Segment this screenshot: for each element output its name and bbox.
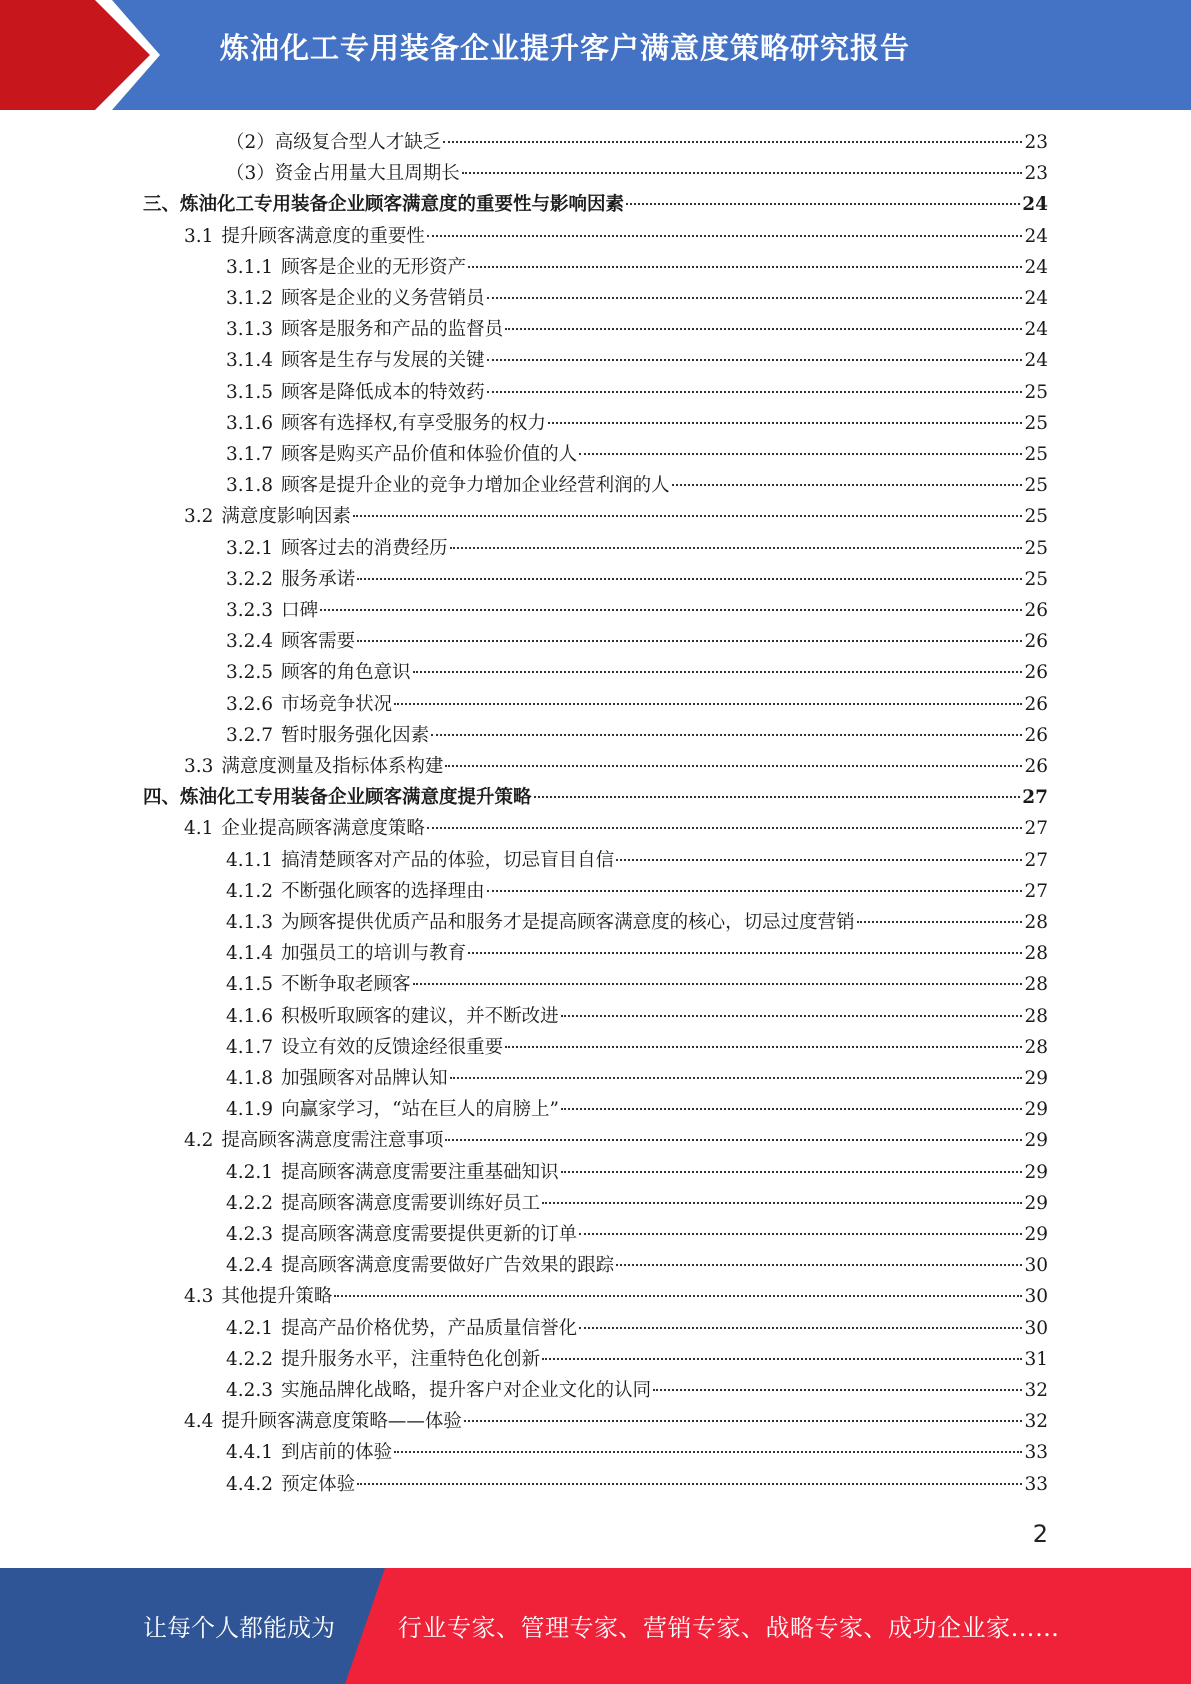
toc-entry-page: 24 xyxy=(1024,225,1048,247)
toc-entry-page: 25 xyxy=(1024,444,1048,465)
toc-entry[interactable] xyxy=(226,969,1048,1000)
toc-dot-leader xyxy=(445,764,1022,767)
toc-entry-title: 为顾客提供优质产品和服务才是提高顾客满意度的核心，切忌过度营销 xyxy=(281,912,855,933)
toc-dot-leader xyxy=(394,1450,1022,1453)
toc-dot-leader xyxy=(450,546,1023,549)
toc-entry-number: 3.1.4 xyxy=(226,350,274,372)
toc-entry-page: 24 xyxy=(1024,288,1048,309)
toc-entry[interactable] xyxy=(226,876,1048,907)
toc-entry-page: 30 xyxy=(1024,1317,1048,1339)
toc-entry-number: 3.2.7 xyxy=(226,724,274,746)
toc-entry-title: 提高产品价格优势，产品质量信誉化 xyxy=(281,1317,578,1339)
toc-entry-number: 3.1.7 xyxy=(226,444,274,465)
toc-entry-title: 提升顾客满意度策略——体验 xyxy=(221,1411,462,1433)
toc-dot-leader xyxy=(394,702,1022,705)
toc-dot-leader xyxy=(413,670,1023,673)
toc-entry[interactable] xyxy=(226,938,1048,969)
toc-entry[interactable] xyxy=(226,1063,1048,1094)
toc-dot-leader xyxy=(468,265,1022,268)
toc-entry-title: 市场竞争状况 xyxy=(281,693,393,715)
toc-entry-title: 不断强化顾客的选择理由 xyxy=(281,880,485,902)
toc-entry[interactable] xyxy=(143,189,1048,220)
toc-dot-leader xyxy=(445,1138,1022,1141)
toc-dot-leader xyxy=(413,982,1023,985)
toc-entry-page: 33 xyxy=(1024,1442,1048,1464)
toc-entry[interactable] xyxy=(226,1157,1048,1188)
toc-entry[interactable] xyxy=(184,501,1048,532)
toc-entry-number: 3.1.3 xyxy=(226,319,274,341)
toc-entry[interactable] xyxy=(184,1125,1048,1156)
toc-entry-number: 4.1.4 xyxy=(226,943,274,965)
toc-entry-number: 3.3 xyxy=(184,756,214,777)
document-title: 炼油化工专用装备企业提升客户满意度策略研究报告 xyxy=(220,31,911,65)
toc-dot-leader xyxy=(561,1014,1023,1017)
toc-dot-leader xyxy=(320,608,1022,611)
toc-entry[interactable] xyxy=(226,1469,1048,1500)
toc-entry-page: 25 xyxy=(1024,537,1048,559)
toc-entry-page: 26 xyxy=(1024,756,1048,777)
toc-dot-leader xyxy=(542,1357,1022,1360)
toc-entry-number: 3.2.3 xyxy=(226,600,274,621)
toc-dot-leader xyxy=(672,483,1023,486)
toc-entry-number: 4.1.8 xyxy=(226,1068,274,1089)
toc-entry-number: 3.1.6 xyxy=(226,412,274,434)
toc-dot-leader xyxy=(653,1388,1022,1391)
toc-entry-title: 顾客过去的消费经历 xyxy=(281,537,448,559)
toc-dot-leader xyxy=(542,1201,1022,1204)
toc-entry[interactable] xyxy=(226,657,1048,688)
toc-entry-page: 24 xyxy=(1022,194,1048,216)
toc-entry-number: 4.4.1 xyxy=(226,1442,274,1464)
toc-entry-number: 4.1.1 xyxy=(226,849,274,871)
toc-entry-page: 25 xyxy=(1024,506,1048,528)
toc-entry-number: 3.2.6 xyxy=(226,693,274,715)
toc-entry-title: 顾客有选择权,有享受服务的权力 xyxy=(281,412,546,434)
toc-entry[interactable] xyxy=(226,1094,1048,1125)
header-chevron-icon xyxy=(0,0,160,110)
toc-entry[interactable] xyxy=(226,845,1048,876)
toc-entry-page: 32 xyxy=(1024,1411,1048,1433)
toc-dot-leader xyxy=(464,1419,1023,1422)
toc-dot-leader xyxy=(357,1482,1022,1485)
toc-entry-page: 27 xyxy=(1022,787,1048,809)
page-footer xyxy=(0,1568,1191,1684)
toc-entry[interactable] xyxy=(226,1219,1048,1250)
toc-entry-page: 28 xyxy=(1024,974,1048,996)
toc-dot-leader xyxy=(357,577,1022,580)
toc-entry-page: 26 xyxy=(1024,631,1048,653)
toc-entry[interactable] xyxy=(226,158,1048,189)
toc-dot-leader xyxy=(443,140,1022,143)
toc-entry-title: 满意度测量及指标体系构建 xyxy=(221,756,444,777)
toc-dot-leader xyxy=(487,296,1023,299)
page-header xyxy=(0,0,1191,110)
toc-entry-page: 28 xyxy=(1024,1005,1048,1027)
toc-entry-title: 提高顾客满意度需要提供更新的订单 xyxy=(281,1224,578,1245)
toc-entry[interactable] xyxy=(184,813,1048,844)
toc-entry-number: 3.1.5 xyxy=(226,381,274,403)
toc-entry-number: 3.2.4 xyxy=(226,631,274,653)
toc-entry-number: 4.3 xyxy=(184,1286,214,1308)
toc-entry-number: 4.2.2 xyxy=(226,1348,274,1370)
toc-entry-title: 提升服务水平，注重特色化创新 xyxy=(281,1348,541,1370)
toc-entry-title: 口碑 xyxy=(281,600,319,621)
toc-entry-number: 3.2.2 xyxy=(226,568,274,590)
toc-entry[interactable] xyxy=(184,221,1048,252)
toc-entry-page: 25 xyxy=(1024,412,1048,434)
toc-entry[interactable] xyxy=(184,1406,1048,1437)
toc-entry-title: 暂时服务强化因素 xyxy=(281,724,430,746)
toc-entry-number: 4.1.9 xyxy=(226,1099,274,1121)
toc-entry[interactable] xyxy=(226,1250,1048,1281)
toc-entry-title: 顾客是提升企业的竞争力增加企业经营利润的人 xyxy=(281,475,670,497)
toc-entry-title: 其他提升策略 xyxy=(221,1286,333,1308)
toc-entry[interactable] xyxy=(226,1313,1048,1344)
toc-entry-page: 24 xyxy=(1024,319,1048,341)
toc-entry-title: 积极听取顾客的建议，并不断改进 xyxy=(281,1005,559,1027)
toc-entry-title: （2）高级复合型人才缺乏 xyxy=(226,132,442,153)
toc-entry-number: 4.1.3 xyxy=(226,912,274,933)
toc-entry-page: 29 xyxy=(1024,1130,1048,1152)
toc-entry-number: 3.1.2 xyxy=(226,288,274,309)
toc-entry[interactable] xyxy=(226,689,1048,720)
toc-entry[interactable] xyxy=(226,408,1048,439)
toc-entry-title: 搞清楚顾客对产品的体验，切忌盲目自信 xyxy=(281,849,615,871)
toc-entry-page: 30 xyxy=(1024,1286,1048,1308)
toc-entry-page: 26 xyxy=(1024,600,1048,621)
toc-entry[interactable] xyxy=(226,1032,1048,1063)
toc-entry-title: 顾客是生存与发展的关键 xyxy=(281,350,485,372)
page-number: 2 xyxy=(1032,1520,1048,1548)
toc-entry[interactable] xyxy=(226,1001,1048,1032)
toc-entry-page: 30 xyxy=(1024,1255,1048,1277)
toc-entry-page: 27 xyxy=(1024,849,1048,871)
toc-entry-title: 顾客是降低成本的特效药 xyxy=(281,381,485,403)
toc-dot-leader xyxy=(561,1170,1023,1173)
toc-dot-leader xyxy=(427,234,1023,237)
toc-dot-leader xyxy=(487,358,1023,361)
toc-entry[interactable] xyxy=(184,1281,1048,1312)
toc-entry-number: 4.2.2 xyxy=(226,1192,274,1214)
footer-slogan-left: 让每个人都能成为 xyxy=(143,1614,335,1642)
toc-entry-number: 3.1 xyxy=(184,225,214,247)
toc-entry-title: 提高顾客满意度需注意事项 xyxy=(221,1130,444,1152)
toc-dot-leader xyxy=(353,514,1023,517)
toc-entry-title: 提高顾客满意度需要做好广告效果的跟踪 xyxy=(281,1255,615,1277)
toc-entry-title: 顾客是企业的无形资产 xyxy=(281,256,467,278)
toc-entry-number: 4.2 xyxy=(184,1130,214,1152)
toc-entry[interactable] xyxy=(226,127,1048,158)
toc-dot-leader xyxy=(616,858,1022,861)
toc-entry-page: 31 xyxy=(1024,1348,1048,1370)
toc-entry[interactable] xyxy=(226,252,1048,283)
toc-entry-page: 23 xyxy=(1024,163,1048,185)
toc-entry-page: 24 xyxy=(1024,256,1048,278)
toc-entry-page: 32 xyxy=(1024,1380,1048,1401)
toc-entry-title: 顾客的角色意识 xyxy=(281,662,411,684)
toc-entry-page: 25 xyxy=(1024,475,1048,497)
toc-entry-title: 满意度影响因素 xyxy=(221,506,351,528)
toc-entry-page: 29 xyxy=(1024,1192,1048,1214)
toc-entry-number: 4.2.3 xyxy=(226,1380,274,1401)
toc-entry-page: 23 xyxy=(1024,132,1048,153)
toc-entry[interactable] xyxy=(226,1344,1048,1375)
toc-entry[interactable] xyxy=(226,439,1048,470)
toc-entry-number: 4.4 xyxy=(184,1411,214,1433)
toc-entry-number: 4.1.7 xyxy=(226,1036,274,1058)
toc-entry-title: 不断争取老顾客 xyxy=(281,974,411,996)
toc-entry-title: 设立有效的反馈途经很重要 xyxy=(281,1036,504,1058)
toc-entry-title: 向赢家学习，“站在巨人的肩膀上” xyxy=(281,1099,559,1121)
toc-dot-leader xyxy=(534,795,1021,798)
toc-entry-page: 28 xyxy=(1024,912,1048,933)
toc-entry-number: 4.2.1 xyxy=(226,1161,274,1183)
toc-entry-page: 29 xyxy=(1024,1099,1048,1121)
toc-entry-title: 加强顾客对品牌认知 xyxy=(281,1068,448,1089)
toc-dot-leader xyxy=(579,1232,1022,1235)
toc-entry-page: 28 xyxy=(1024,1036,1048,1058)
toc-entry-page: 27 xyxy=(1024,818,1048,840)
toc-entry-number: 4.1 xyxy=(184,818,214,840)
toc-entry-page: 26 xyxy=(1024,693,1048,715)
toc-entry-number: 3.2.1 xyxy=(226,537,274,559)
toc-entry-number: 4.2.4 xyxy=(226,1255,274,1277)
toc-entry-title: 提高顾客满意度需要注重基础知识 xyxy=(281,1161,559,1183)
toc-entry-number: 3.1.1 xyxy=(226,256,274,278)
toc-entry-title: 预定体验 xyxy=(281,1473,356,1495)
toc-entry-number: 4.1.5 xyxy=(226,974,274,996)
toc-entry[interactable] xyxy=(226,1437,1048,1468)
toc-entry-title: 四、炼油化工专用装备企业顾客满意度提升策略 xyxy=(143,787,532,809)
toc-dot-leader xyxy=(616,1263,1022,1266)
toc-dot-leader xyxy=(487,390,1023,393)
toc-entry-page: 26 xyxy=(1024,662,1048,684)
toc-entry-title: 提高顾客满意度需要训练好员工 xyxy=(281,1192,541,1214)
toc-entry-title: 服务承诺 xyxy=(281,568,356,590)
toc-entry[interactable] xyxy=(226,595,1048,626)
toc-entry[interactable] xyxy=(226,283,1048,314)
toc-entry-title: 加强员工的培训与教育 xyxy=(281,943,467,965)
footer-slogan-right: 行业专家、管理专家、营销专家、战略专家、成功企业家…… xyxy=(398,1614,1060,1642)
toc-entry-number: 4.2.3 xyxy=(226,1224,274,1245)
toc-entry[interactable] xyxy=(226,377,1048,408)
toc-entry-title: 顾客是服务和产品的监督员 xyxy=(281,319,504,341)
toc-entry-title: 三、炼油化工专用装备企业顾客满意度的重要性与影响因素 xyxy=(143,194,625,216)
toc-entry-number: 3.2 xyxy=(184,506,214,528)
toc-dot-leader xyxy=(334,1294,1022,1297)
toc-entry[interactable] xyxy=(184,751,1048,782)
toc-entry-page: 28 xyxy=(1024,943,1048,965)
toc-entry[interactable] xyxy=(226,345,1048,376)
toc-dot-leader xyxy=(626,202,1020,205)
toc-dot-leader xyxy=(357,639,1022,642)
toc-entry-page: 24 xyxy=(1024,350,1048,372)
toc-dot-leader xyxy=(431,733,1022,736)
toc-entry[interactable] xyxy=(226,314,1048,345)
toc-entry-page: 25 xyxy=(1024,568,1048,590)
toc-dot-leader xyxy=(468,951,1022,954)
toc-entry-page: 29 xyxy=(1024,1161,1048,1183)
toc-entry-title: 提升顾客满意度的重要性 xyxy=(221,225,425,247)
toc-entry-title: 实施品牌化战略，提升客户对企业文化的认同 xyxy=(281,1380,652,1401)
toc-entry[interactable] xyxy=(226,907,1048,938)
toc-entry-title: 到店前的体验 xyxy=(281,1442,393,1464)
toc-dot-leader xyxy=(505,327,1022,330)
toc-entry-page: 29 xyxy=(1024,1224,1048,1245)
toc-entry-page: 25 xyxy=(1024,381,1048,403)
toc-dot-leader xyxy=(487,889,1023,892)
toc-entry-number: 4.1.6 xyxy=(226,1005,274,1027)
toc-entry-number: 4.4.2 xyxy=(226,1473,274,1495)
toc-entry-title: 顾客需要 xyxy=(281,631,356,653)
toc-entry-title: 企业提高顾客满意度策略 xyxy=(221,818,425,840)
toc-dot-leader xyxy=(548,421,1022,424)
toc-entry-number: 4.1.2 xyxy=(226,880,274,902)
toc-dot-leader xyxy=(427,826,1023,829)
toc-entry[interactable] xyxy=(226,1188,1048,1219)
toc-dot-leader xyxy=(505,1045,1022,1048)
toc-dot-leader xyxy=(579,1326,1022,1329)
toc-entry-number: 3.2.5 xyxy=(226,662,274,684)
toc-entry[interactable] xyxy=(226,564,1048,595)
toc-entry[interactable] xyxy=(226,533,1048,564)
toc-dot-leader xyxy=(450,1076,1023,1079)
toc-entry-title: 顾客是购买产品价值和体验价值的人 xyxy=(281,444,578,465)
toc-entry-number: 4.2.1 xyxy=(226,1317,274,1339)
toc-entry-page: 29 xyxy=(1024,1068,1048,1089)
toc-entry[interactable] xyxy=(143,782,1048,813)
toc-entry-page: 26 xyxy=(1024,724,1048,746)
toc-dot-leader xyxy=(579,452,1022,455)
toc-entry-page: 27 xyxy=(1024,880,1048,902)
toc-entry-title: 顾客是企业的义务营销员 xyxy=(281,288,485,309)
toc-entry-page: 33 xyxy=(1024,1473,1048,1495)
toc-entry[interactable] xyxy=(226,720,1048,751)
toc-entry[interactable] xyxy=(226,1375,1048,1406)
toc-entry-title: （3）资金占用量大且周期长 xyxy=(226,163,460,185)
toc-dot-leader xyxy=(857,920,1023,923)
toc-dot-leader xyxy=(561,1107,1022,1110)
toc-entry[interactable] xyxy=(226,626,1048,657)
toc-dot-leader xyxy=(462,171,1023,174)
toc-entry-number: 3.1.8 xyxy=(226,475,274,497)
toc-entry[interactable] xyxy=(226,470,1048,501)
